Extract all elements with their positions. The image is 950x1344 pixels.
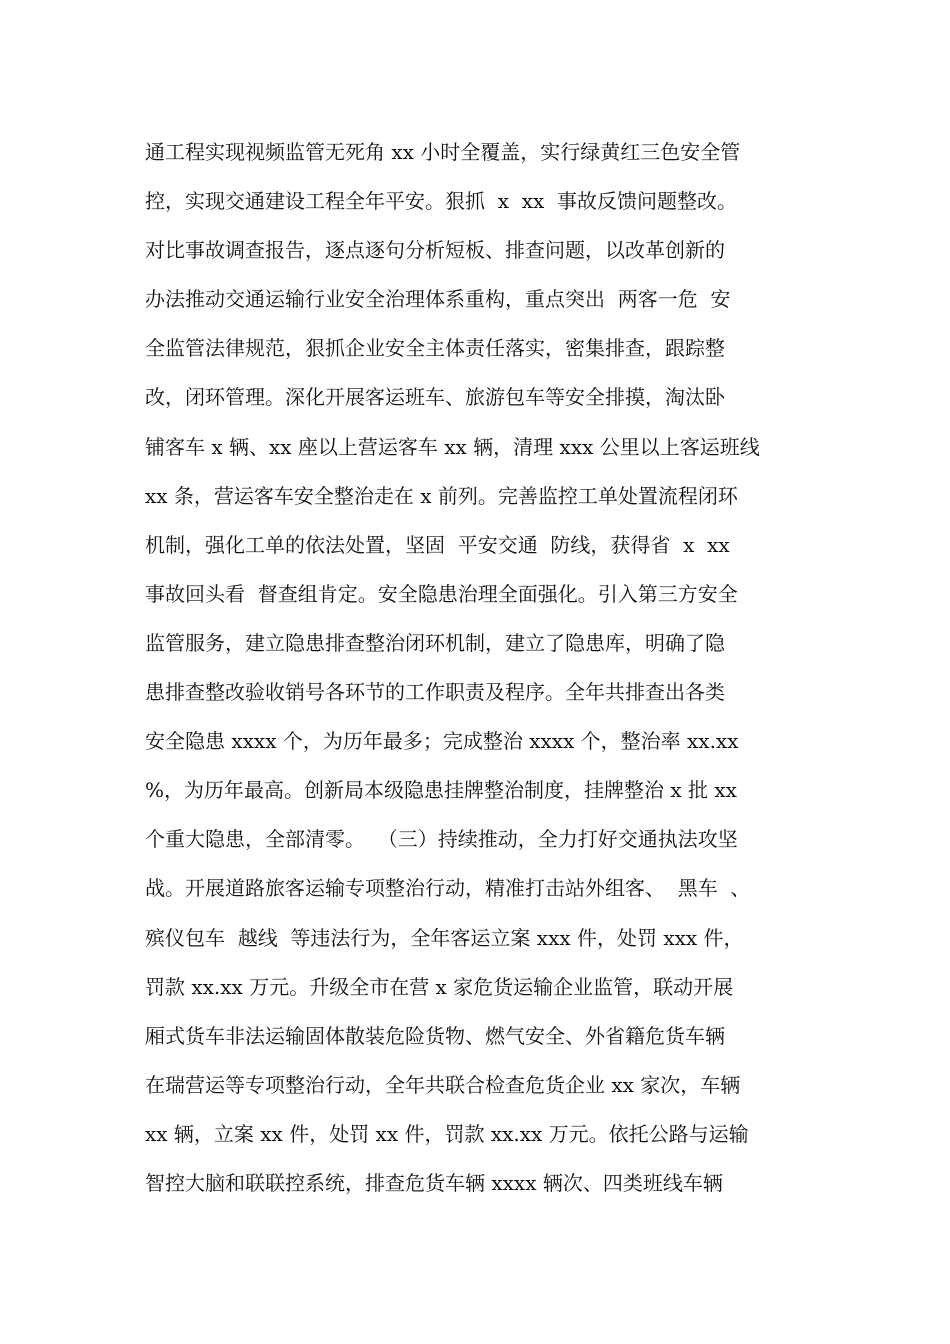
text-line: xx 辆，立案 xx 件，处罚 xx 件，罚款 xx.xx 万元。依托公路与运输 (145, 1121, 749, 1146)
text-line: %，为历年最高。创新局本级隐患挂牌整治制度，挂牌整治 x 批 xx (145, 778, 737, 803)
text-line: 安全隐患 xxxx 个，为历年最多；完成整治 xxxx 个，整治率 xx.xx (145, 729, 739, 754)
text-line: 通工程实现视频监管无死角 xx 小时全覆盖，实行绿黄红三色安全管 (145, 140, 741, 164)
text-line: 在瑞营运等专项整治行动，全年共联合检查危货企业 xx 家次，车辆 (145, 1072, 741, 1097)
text-line: 控，实现交通建设工程全年平安。狠抓 x xx 事故反馈问题整改。 (145, 189, 737, 214)
text-line: 改，闭环管理。深化开展客运班车、旅游包车等安全排摸，淘汰卧 (145, 385, 725, 410)
text-line: 殡仪包车 越线 等违法行为，全年客运立案 xxx 件，处罚 xxx 件， (145, 925, 744, 950)
text-line: 机制，强化工单的依法处置，坚固 平安交通 防线，获得省 x xx (145, 532, 730, 557)
text-line: 办法推动交通运输行业安全治理体系重构，重点突出 两客一危 安 (145, 287, 731, 312)
text-line: 战。开展道路旅客运输专项整治行动，精准打击站外组客、 黑车 、 (145, 876, 751, 901)
document-body (145, 128, 825, 1208)
text-line: 事故回头看 督查组肯定。安全隐患治理全面强化。引入第三方安全 (145, 581, 738, 606)
text-line: xx 条，营运客车安全整治走在 x 前列。完善监控工单处置流程闭环 (145, 483, 738, 508)
text-line: 罚款 xx.xx 万元。升级全市在营 x 家危货运输企业监管，联动开展 (145, 974, 734, 999)
text-line: 患排查整改验收销号各环节的工作职责及程序。全年共排查出各类 (145, 680, 725, 705)
text-line: 智控大脑和联联控系统，排查危货车辆 xxxx 辆次、四类班线车辆 (145, 1170, 723, 1195)
text-line: 监管服务，建立隐患排查整治闭环机制，建立了隐患库，明确了隐 (145, 630, 725, 655)
text-line: 全监管法律规范，狠抓企业安全主体责任落实，密集排查，跟踪整 (145, 336, 725, 361)
text-line: 个重大隐患，全部清零。 （三）持续推动，全力打好交通执法攻坚 (145, 827, 738, 852)
text-line: 铺客车 x 辆、xx 座以上营运客车 xx 辆，清理 xxx 公里以上客运班线 (145, 434, 760, 459)
text-line: 厢式货车非法运输固体散装危险货物、燃气安全、外省籍危货车辆 (145, 1023, 725, 1048)
text-line: 对比事故调查报告，逐点逐句分析短板、排查问题，以改革创新的 (145, 238, 725, 263)
